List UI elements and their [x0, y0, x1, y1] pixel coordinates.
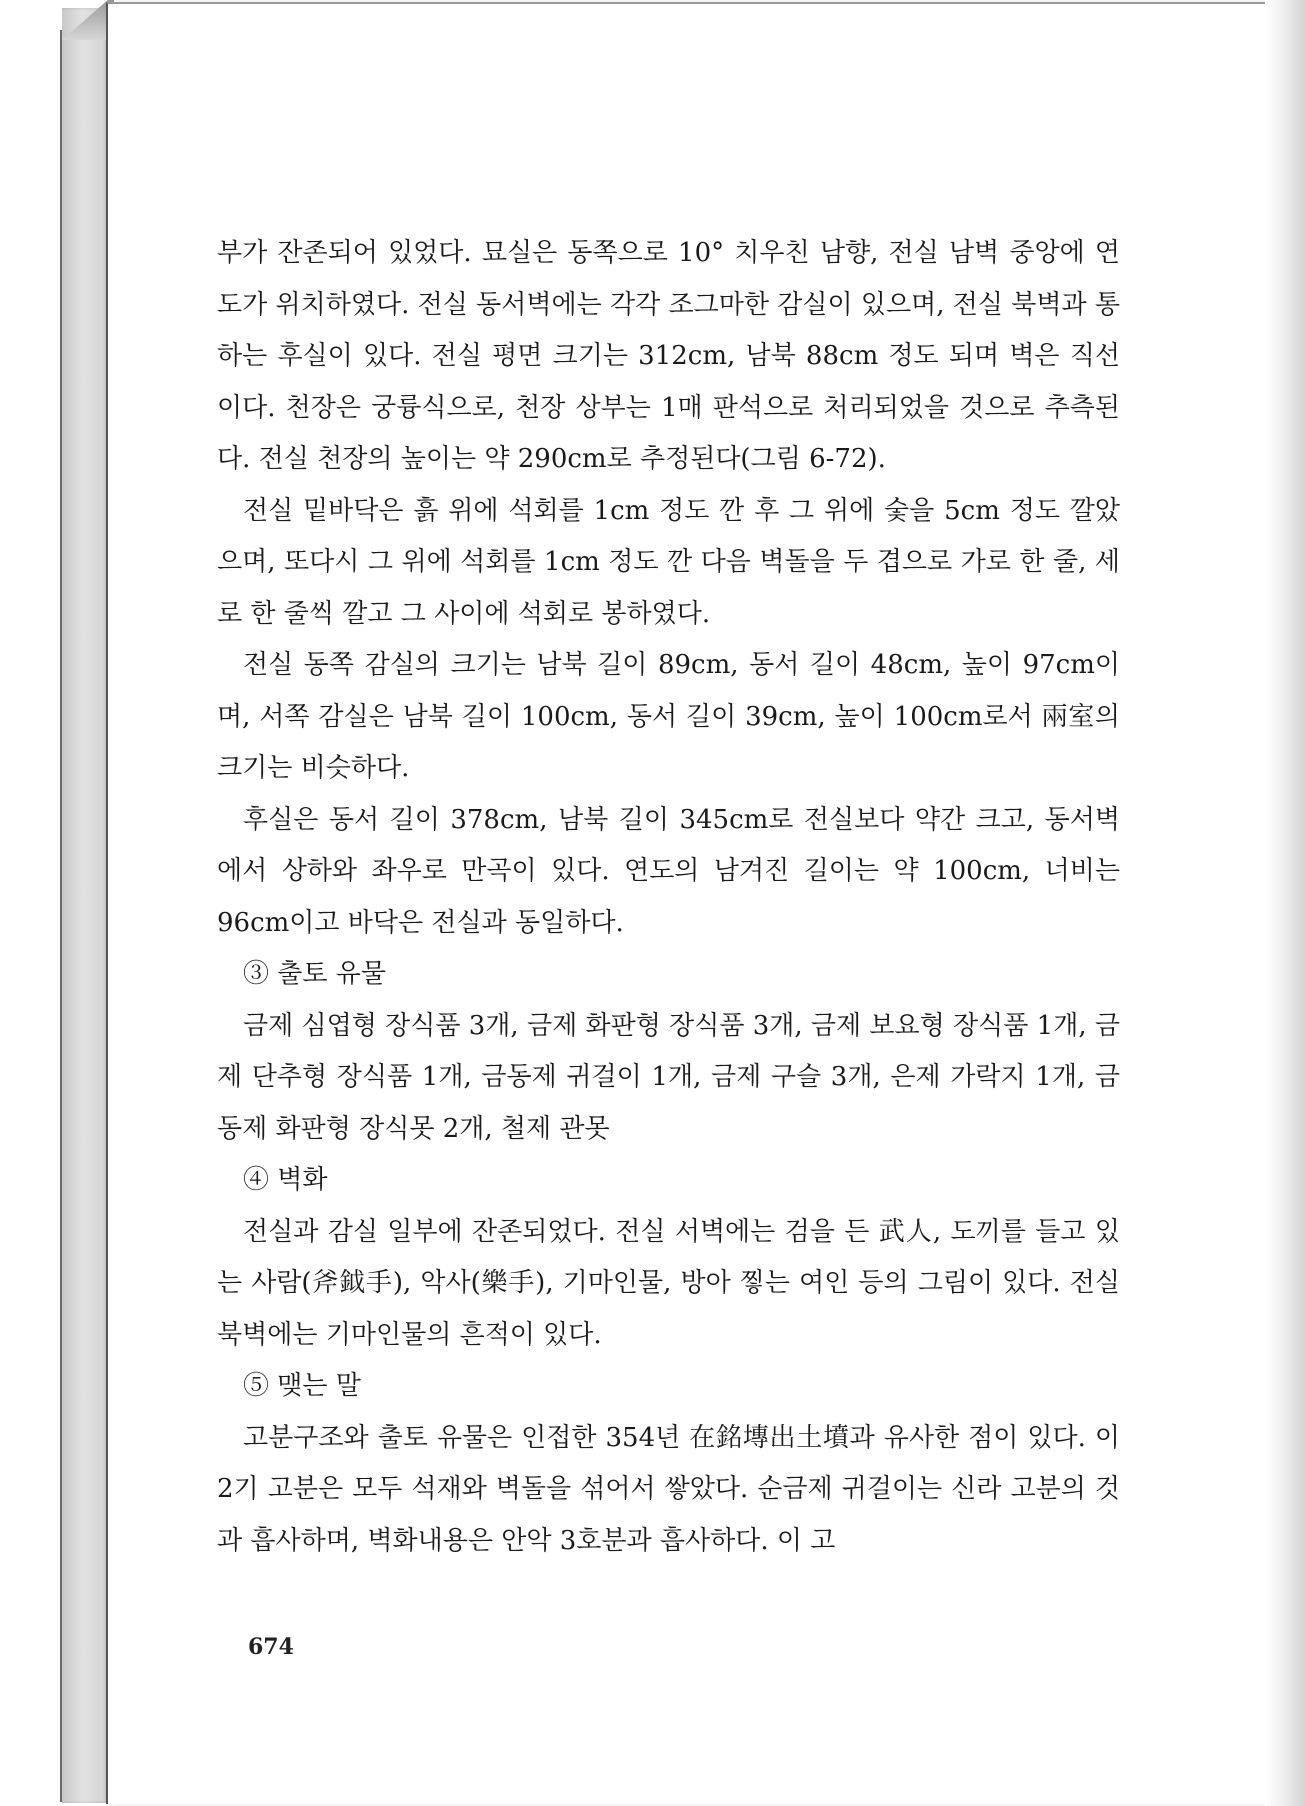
page-number: 674 [248, 1634, 294, 1660]
section-heading: ③ 출토 유물 [243, 959, 386, 989]
paragraph: 고분구조와 출토 유물은 인접한 354년 在銘塼出土墳과 유사한 점이 있다. 이 2기 고분은 모두 석재와 벽돌을 섞어서 쌓았다. 순금제 귀걸이는 신라 고분의 것과 흡사하며, 벽화내용은 안악 3호분과 흡사하다. 이 고 [217, 1422, 1120, 1556]
paragraph: 후실은 동서 길이 378cm, 남북 길이 345cm로 전실보다 약간 크고, 동서벽에서 상하와 좌우로 만곡이 있다. 연도의 남겨진 길이는 약 100cm, 너비는 96cm이고 바닥은 전실과 동일하다. [217, 804, 1120, 938]
paragraph: 부가 잔존되어 있었다. 묘실은 동쪽으로 10° 치우친 남향, 전실 남벽 중앙에 연도가 위치하였다. 전실 동서벽에는 각각 조그마한 감실이 있으며, 전실 북벽과 통하는 후실이 있다. 전실 평면 크기는 312cm, 남북 88cm 정도 되며 벽은 직선이다. 천장은 궁륭식으로, 천장 상부는 1매 판석으로 처리되었을 것으로 추측된다. 전실 천장의 높이는 약 290cm로 추정된다(그림 6-72). [217, 238, 1120, 474]
paragraph: 금제 심엽형 장식품 3개, 금제 화판형 장식품 3개, 금제 보요형 장식품 1개, 금제 단추형 장식품 1개, 금동제 귀걸이 1개, 금제 구슬 3개, 은제 가락지 1개, 금동제 화판형 장식못 2개, 철제 관못 [217, 1010, 1120, 1144]
section-heading: ④ 벽화 [243, 1165, 328, 1195]
body-text [217, 228, 1120, 1567]
paragraph: 전실과 감실 일부에 잔존되었다. 전실 서벽에는 검을 든 武人, 도끼를 들고 있는 사람(斧鉞手), 악사(樂手), 기마인물, 방아 찧는 여인 등의 그림이 있다. 전실 북벽에는 기마인물의 흔적이 있다. [217, 1216, 1120, 1350]
section-heading: ⑤ 맺는 말 [243, 1371, 361, 1401]
right-page-shadow [1265, 0, 1305, 1806]
paragraph: 전실 밑바닥은 흙 위에 석회를 1cm 정도 깐 후 그 위에 숯을 5cm 정도 깔았으며, 또다시 그 위에 석회를 1cm 정도 깐 다음 벽돌을 두 겹으로 가로 한 줄, 세로 한 줄씩 깔고 그 사이에 석회로 봉하였다. [217, 495, 1120, 629]
book-page-edge [62, 8, 108, 1803]
paragraph: 전실 동쪽 감실의 크기는 남북 길이 89cm, 동서 길이 48cm, 높이 97cm이며, 서쪽 감실은 남북 길이 100cm, 동서 길이 39cm, 높이 100cm로서 兩室의 크기는 비슷하다. [217, 650, 1120, 783]
